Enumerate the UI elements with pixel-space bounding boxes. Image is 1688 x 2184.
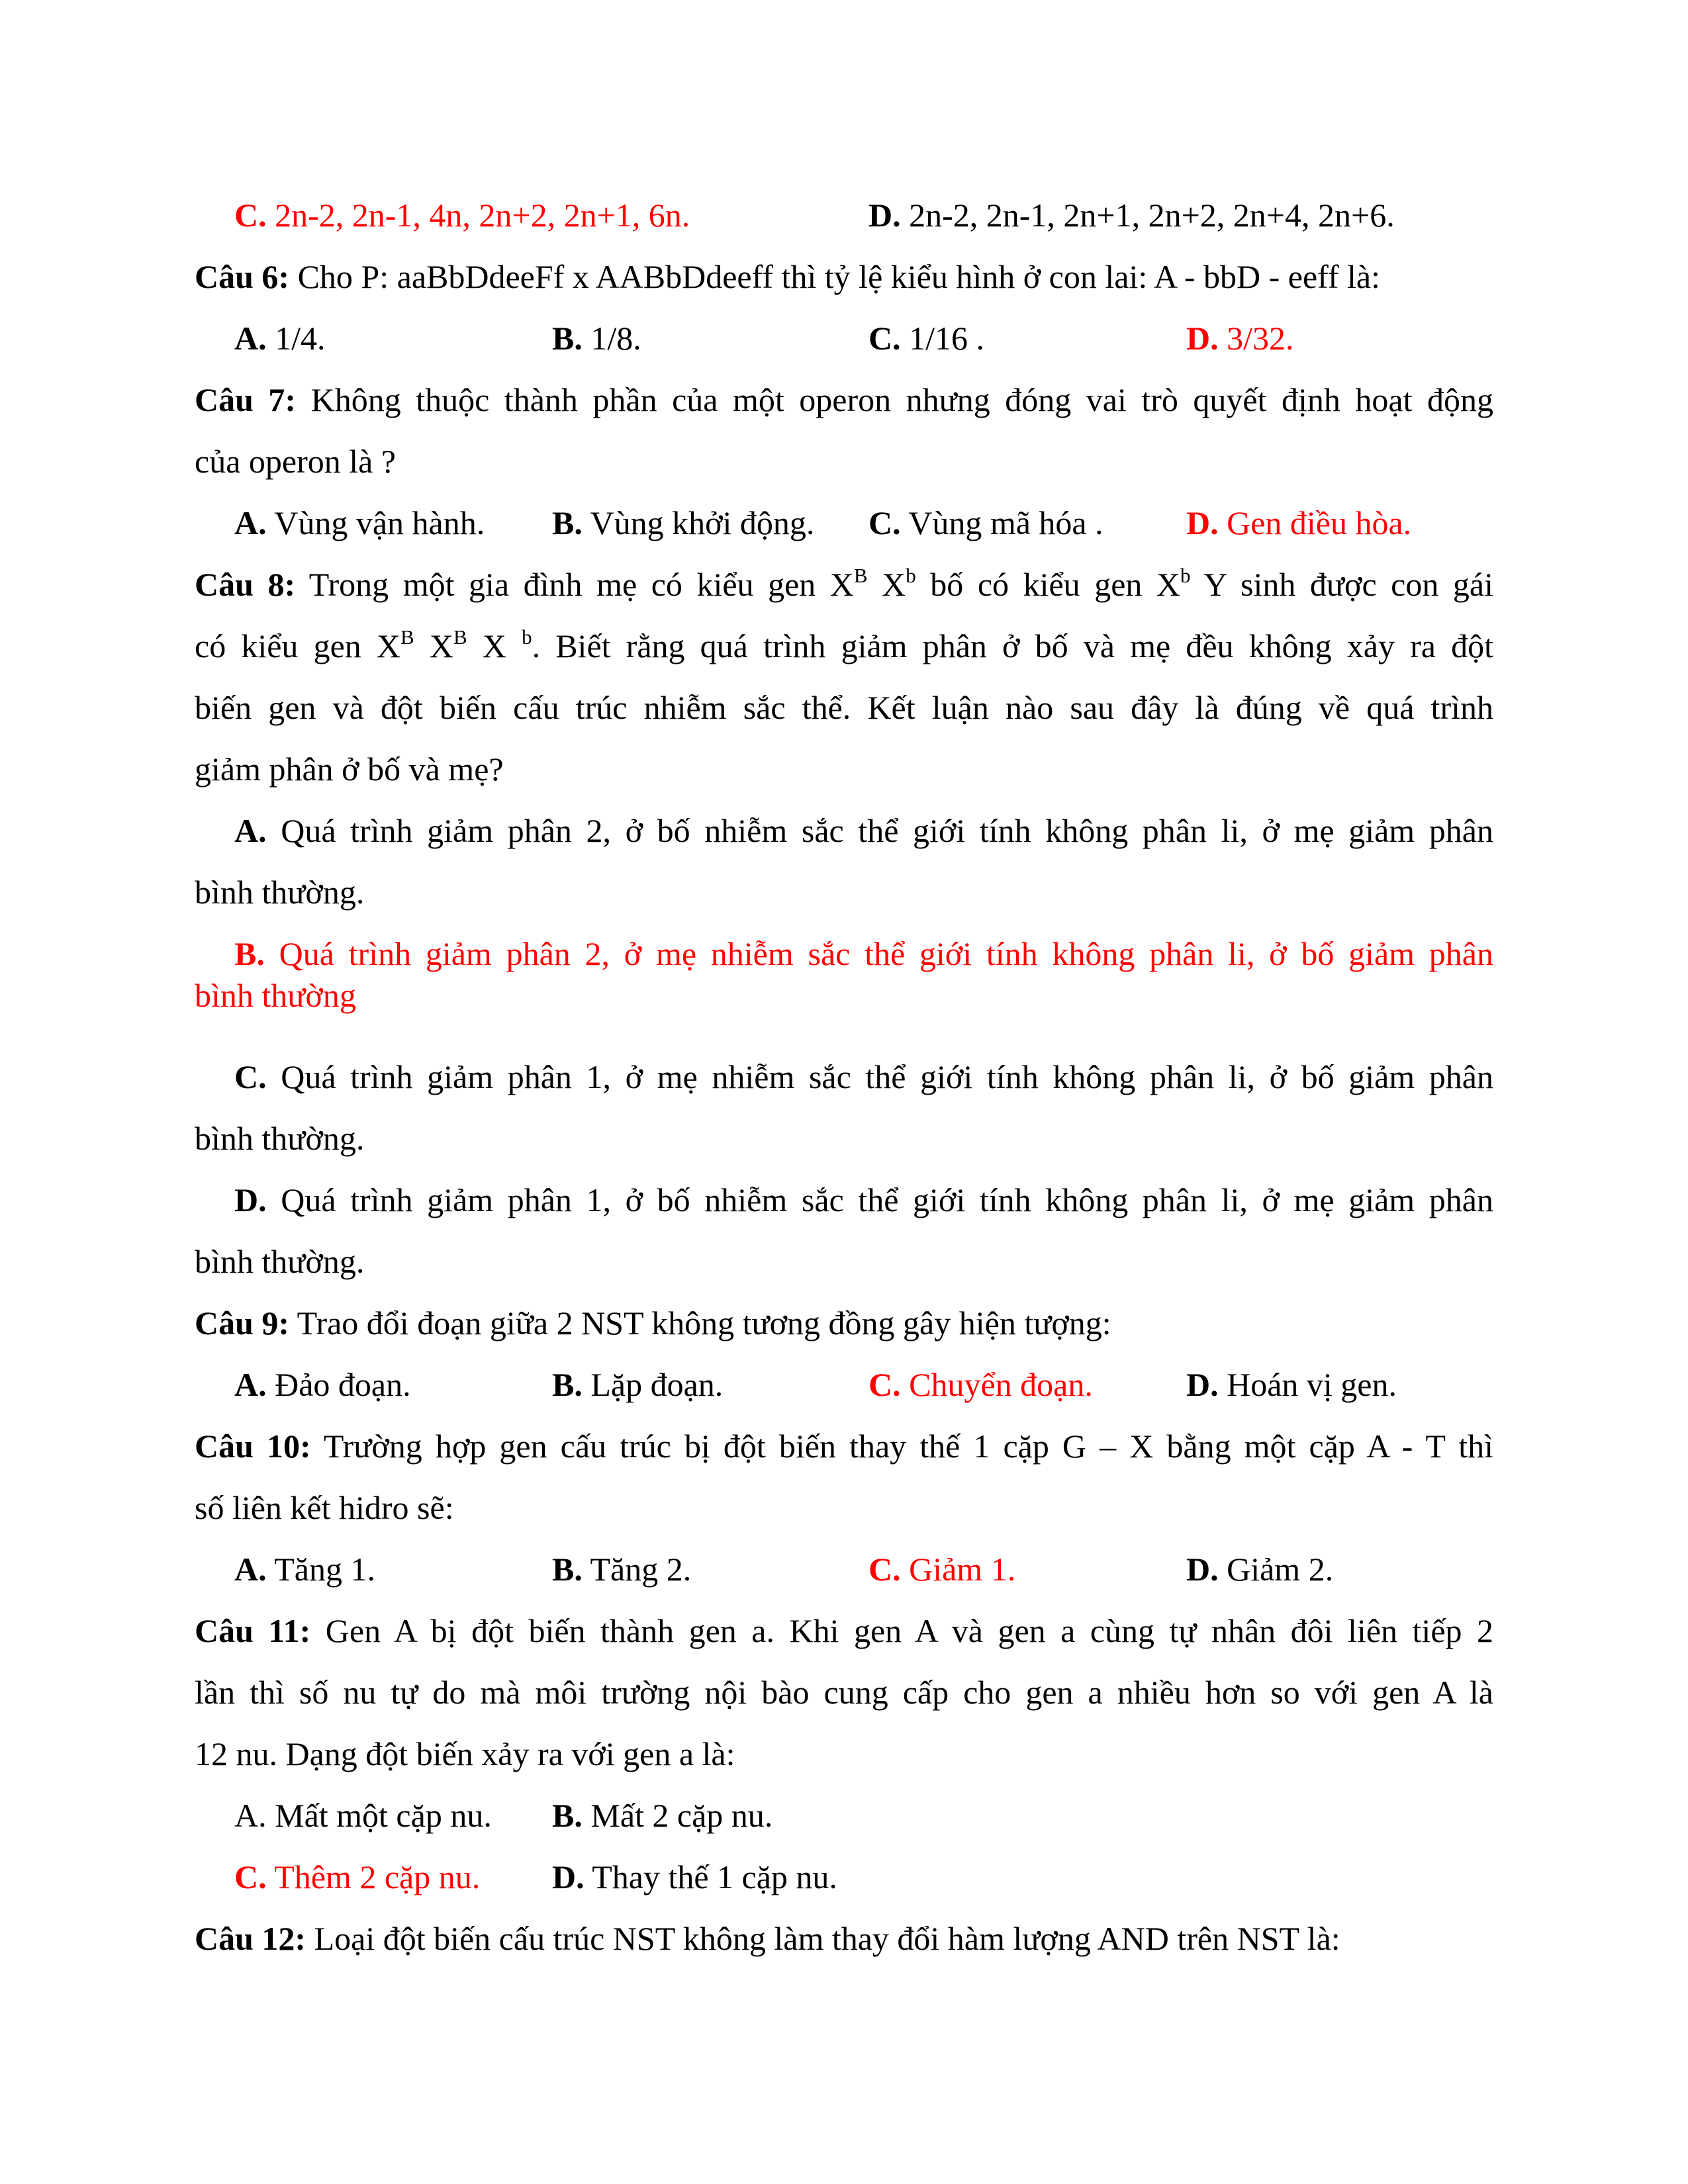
q6-option-c: C. 1/16 .: [868, 320, 985, 357]
q11-option-d: D. Thay thế 1 cặp nu.: [552, 1858, 837, 1895]
q10-option-a: A. Tăng 1.: [234, 1551, 375, 1588]
q6-option-a: A. 1/4.: [234, 320, 326, 357]
q11-option-c: C. Thêm 2 cặp nu.: [234, 1858, 481, 1895]
q8-option-d-line1: D. Quá trình giảm phân 1, ở bố nhiễm sắc thể giới tính không phân li, ở mẹ giảm phân: [234, 1181, 1493, 1218]
q5-option-c: C. 2n-2, 2n-1, 4n, 2n+2, 2n+1, 6n.: [234, 197, 690, 234]
q7-option-b: B. Vùng khởi động.: [552, 504, 815, 541]
q6-option-d: D. 3/32.: [1186, 320, 1294, 357]
q9-option-d: D. Hoán vị gen.: [1186, 1366, 1397, 1403]
q7-option-c: C. Vùng mã hóa .: [868, 504, 1103, 541]
q8-stem-line1: Câu 8: Trong một gia đình mẹ có kiểu gen $X^B$ $X^b$ bố có kiểu gen $X^b$ Y sinh được con gái: [195, 564, 1493, 603]
q11-stem-line2: lần thì số nu tự do mà môi trường nội bào cung cấp cho gen a nhiều hơn so với gen A là: [195, 1674, 1493, 1711]
q9-stem: Câu 9: Trao đổi đoạn giữa 2 NST không tương đồng gây hiện tượng:: [195, 1304, 1111, 1342]
q8-stem-line2: có kiểu gen $X^B$ $X^B$ X $^b$. Biết rằng quá trình giảm phân ở bố và mẹ đều không xảy ra đột: [195, 625, 1494, 664]
q8-option-b-line2: bình thường: [195, 977, 356, 1014]
q8-option-c-line1: C. Quá trình giảm phân 1, ở mẹ nhiễm sắc thể giới tính không phân li, ở bố giảm phân: [234, 1058, 1493, 1095]
q9-option-a: A. Đảo đoạn.: [234, 1366, 411, 1403]
q11-option-b: B. Mất 2 cặp nu.: [552, 1797, 773, 1834]
q10-option-b: B. Tăng 2.: [552, 1551, 692, 1588]
q12-stem: Câu 12: Loại đột biến cấu trúc NST không làm thay đổi hàm lượng AND trên NST là:: [195, 1920, 1340, 1957]
q10-stem-line1: Câu 10: Trường hợp gen cấu trúc bị đột biến thay thế 1 cặp G – X bằng một cặp A - T thì: [195, 1428, 1493, 1465]
q11-stem-line3: 12 nu. Dạng đột biến xảy ra với gen a là:: [195, 1735, 735, 1772]
q6-option-b: B. 1/8.: [552, 320, 641, 357]
q9-option-c: C. Chuyển đoạn.: [868, 1366, 1093, 1403]
q9-option-b: B. Lặp đoạn.: [552, 1366, 724, 1403]
q8-option-c-line2: bình thường.: [195, 1120, 365, 1157]
q7-stem-line1: Câu 7: Không thuộc thành phần của một operon nhưng đóng vai trò quyết định hoạt động: [195, 381, 1493, 418]
q8-option-b-line1: B. Quá trình giảm phân 2, ở mẹ nhiễm sắc thể giới tính không phân li, ở bố giảm phân: [234, 935, 1493, 972]
q10-stem-line2: số liên kết hidro sẽ:: [195, 1489, 454, 1526]
q7-option-a: A. Vùng vận hành.: [234, 504, 485, 541]
q11-stem-line1: Câu 11: Gen A bị đột biến thành gen a. Khi gen A và gen a cùng tự nhân đôi liên tiếp 2: [195, 1612, 1493, 1649]
q8-stem-line4: giảm phân ở bố và mẹ?: [195, 751, 504, 788]
q11-option-a: A. Mất một cặp nu.: [234, 1797, 492, 1834]
q8-option-a-line1: A. Quá trình giảm phân 2, ở bố nhiễm sắc thể giới tính không phân li, ở mẹ giảm phân: [234, 812, 1493, 849]
q8-option-a-line2: bình thường.: [195, 874, 365, 911]
q10-option-d: D. Giảm 2.: [1186, 1551, 1334, 1588]
q7-stem-line2: của operon là ?: [195, 443, 397, 480]
q7-option-d: D. Gen điều hòa.: [1186, 504, 1412, 541]
q5-option-d: D. 2n-2, 2n-1, 2n+1, 2n+2, 2n+4, 2n+6.: [868, 197, 1395, 234]
q8-stem-line3: biến gen và đột biến cấu trúc nhiễm sắc thể. Kết luận nào sau đây là đúng về quá trình: [195, 689, 1493, 726]
q8-option-d-line2: bình thường.: [195, 1243, 365, 1280]
q6-stem: Câu 6: Cho P: aaBbDdeeFf x AABbDdeeff thì tỷ lệ kiểu hình ở con lai: A - bbD - eeff là:: [195, 258, 1381, 295]
q10-option-c: C. Giảm 1.: [868, 1551, 1016, 1588]
